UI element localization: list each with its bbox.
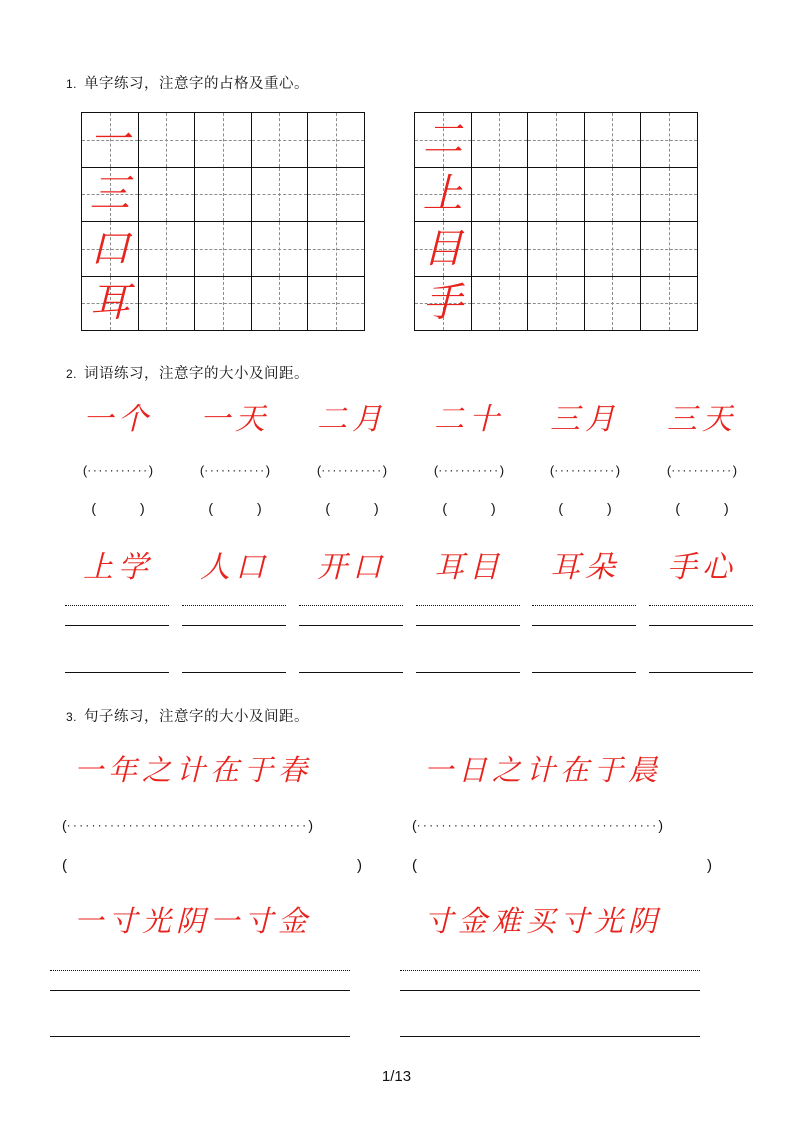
cell-vertical-guide	[166, 277, 167, 331]
trace-dots: ·······································	[66, 818, 309, 832]
cell-vertical-guide	[279, 277, 280, 331]
cell-horizontal-guide	[472, 140, 528, 141]
word-trace-blank[interactable]	[530, 462, 640, 480]
trace-dots: ···········	[321, 463, 383, 477]
word-text: 一天	[200, 403, 270, 436]
section-number-1: 1.	[66, 77, 78, 91]
word-write-blank[interactable]	[180, 500, 290, 518]
word-text: 三月	[550, 403, 620, 436]
word-trace-blank[interactable]	[414, 462, 524, 480]
word-text: 二月	[317, 403, 387, 436]
cell-vertical-guide	[336, 222, 337, 276]
paren-right: )	[382, 463, 388, 478]
grid-cell	[641, 113, 698, 168]
paren-left: (	[62, 857, 67, 874]
cell-horizontal-guide	[252, 249, 308, 250]
word-trace-blank[interactable]	[180, 462, 290, 480]
paren-left: (	[549, 463, 555, 478]
trace-dots: ···········	[438, 463, 500, 477]
cell-horizontal-guide	[195, 303, 251, 304]
empty-paren	[325, 500, 378, 516]
grid-cell	[308, 113, 365, 168]
model-character: 上	[422, 171, 463, 217]
sentence-write-line[interactable]	[50, 990, 350, 991]
cell-vertical-guide	[612, 168, 613, 222]
dotted-paren	[550, 463, 620, 478]
section-heading-1	[66, 72, 309, 93]
grid-cell	[252, 113, 309, 168]
word-item	[63, 405, 173, 435]
word-write-line[interactable]	[65, 625, 169, 626]
grid-cell	[252, 277, 309, 332]
cell-horizontal-guide	[528, 249, 584, 250]
word-item	[647, 553, 757, 583]
word-trace-blank[interactable]	[647, 462, 757, 480]
cell-horizontal-guide	[139, 194, 195, 195]
paren-right: )	[148, 463, 154, 478]
grid-cell	[415, 113, 472, 168]
empty-paren	[208, 500, 261, 516]
grid-cell	[415, 222, 472, 277]
cell-vertical-guide	[166, 222, 167, 276]
paren-left: (	[412, 817, 417, 833]
word-write-blank[interactable]	[297, 500, 407, 518]
word-item	[414, 405, 524, 435]
cell-horizontal-guide	[472, 249, 528, 250]
grid-cell	[472, 168, 529, 223]
model-character: 目	[422, 225, 463, 271]
word-item	[63, 553, 173, 583]
cell-vertical-guide	[223, 222, 224, 276]
model-character: 三	[89, 171, 130, 217]
cell-vertical-guide	[223, 277, 224, 331]
word-trace-dashline[interactable]	[649, 605, 753, 606]
word-item	[297, 405, 407, 435]
word-text: 二十	[434, 403, 504, 436]
cell-vertical-guide	[279, 222, 280, 276]
empty-paren	[442, 500, 495, 516]
paren-right: )	[707, 857, 712, 874]
sentence-write-line[interactable]	[400, 990, 700, 991]
cell-vertical-guide	[223, 168, 224, 222]
cell-horizontal-guide	[528, 303, 584, 304]
grid-cell	[528, 113, 585, 168]
grid-cell	[139, 113, 196, 168]
paren-left: (	[433, 463, 439, 478]
grid-cell	[308, 277, 365, 332]
grid-cell	[415, 168, 472, 223]
cell-horizontal-guide	[528, 140, 584, 141]
cell-vertical-guide	[556, 113, 557, 167]
cell-vertical-guide	[499, 277, 500, 331]
cell-vertical-guide	[336, 113, 337, 167]
cell-horizontal-guide	[641, 194, 697, 195]
cell-horizontal-guide	[585, 249, 641, 250]
paren-left: (	[199, 463, 205, 478]
sentence-write-line[interactable]	[50, 1036, 350, 1037]
trace-dots: ···········	[204, 463, 266, 477]
cell-vertical-guide	[499, 113, 500, 167]
word-write-line[interactable]	[532, 625, 636, 626]
paren-right: )	[724, 500, 729, 516]
sentence-trace-blank[interactable]	[62, 818, 313, 832]
word-text: 三天	[667, 403, 737, 436]
cell-horizontal-guide	[139, 140, 195, 141]
grid-cell	[415, 277, 472, 332]
paren-left: (	[675, 500, 680, 516]
cell-horizontal-guide	[252, 140, 308, 141]
model-character: 二	[422, 116, 463, 162]
grid-cell	[472, 222, 529, 277]
character-grid-left	[81, 112, 365, 331]
word-text: 一个	[83, 403, 153, 436]
grid-cell	[308, 168, 365, 223]
word-write-line[interactable]	[649, 672, 753, 673]
word-write-blank[interactable]	[530, 500, 640, 518]
cell-horizontal-guide	[308, 140, 364, 141]
word-write-blank[interactable]	[414, 500, 524, 518]
word-trace-dashline[interactable]	[65, 605, 169, 606]
section-title-2: 词语练习，注意字的大小及间距。	[84, 366, 310, 382]
cell-horizontal-guide	[585, 140, 641, 141]
grid-cell	[82, 277, 139, 332]
grid-cell	[82, 113, 139, 168]
cell-horizontal-guide	[252, 194, 308, 195]
page-number: 1/13	[381, 1068, 412, 1085]
model-character: 耳	[89, 280, 130, 326]
dotted-paren	[667, 463, 737, 478]
grid-cell	[585, 277, 642, 332]
word-item	[180, 553, 290, 583]
word-write-blank[interactable]	[63, 500, 173, 518]
word-write-line[interactable]	[299, 672, 403, 673]
paren-right: )	[374, 500, 379, 516]
word-write-line[interactable]	[182, 672, 286, 673]
paren-right: )	[357, 857, 362, 874]
cell-horizontal-guide	[472, 303, 528, 304]
model-character: 口	[89, 225, 130, 271]
paren-left: (	[82, 463, 88, 478]
word-write-line[interactable]	[532, 672, 636, 673]
cell-horizontal-guide	[528, 194, 584, 195]
word-trace-dashline[interactable]	[532, 605, 636, 606]
cell-vertical-guide	[279, 168, 280, 222]
sentence-text: 一日之计在于晨	[424, 755, 663, 787]
paren-left: (	[316, 463, 322, 478]
grid-cell	[139, 277, 196, 332]
grid-cell	[585, 222, 642, 277]
cell-vertical-guide	[669, 113, 670, 167]
empty-paren	[675, 500, 728, 516]
paren-right: )	[140, 500, 145, 516]
word-text: 耳目	[434, 551, 504, 584]
cell-vertical-guide	[166, 113, 167, 167]
word-text: 上学	[83, 551, 153, 584]
word-text: 人口	[200, 551, 270, 584]
cell-vertical-guide	[499, 222, 500, 276]
word-item	[530, 405, 640, 435]
cell-horizontal-guide	[641, 249, 697, 250]
cell-vertical-guide	[669, 277, 670, 331]
cell-horizontal-guide	[585, 303, 641, 304]
trace-dots: ···········	[671, 463, 733, 477]
section-heading-3	[66, 705, 309, 726]
grid-cell	[585, 168, 642, 223]
cell-vertical-guide	[499, 168, 500, 222]
word-write-line[interactable]	[416, 625, 520, 626]
grid-cell	[252, 222, 309, 277]
cell-horizontal-guide	[585, 194, 641, 195]
dotted-paren	[200, 463, 270, 478]
paren-left: (	[442, 500, 447, 516]
grid-cell	[82, 168, 139, 223]
word-item	[297, 553, 407, 583]
sentence-trace-dashline[interactable]	[50, 970, 350, 971]
paren-right: )	[499, 463, 505, 478]
grid-cell	[195, 113, 252, 168]
word-item	[180, 405, 290, 435]
grid-cell	[641, 222, 698, 277]
model-character: 一	[89, 116, 130, 162]
trace-dots: ·······································	[416, 818, 659, 832]
paren-left: (	[558, 500, 563, 516]
paren-left: (	[208, 500, 213, 516]
cell-vertical-guide	[336, 168, 337, 222]
cell-horizontal-guide	[195, 194, 251, 195]
paren-right: )	[257, 500, 262, 516]
cell-vertical-guide	[223, 113, 224, 167]
cell-horizontal-guide	[308, 194, 364, 195]
grid-cell	[528, 168, 585, 223]
sentence-text: 一寸光阴一寸金	[74, 906, 313, 938]
grid-cell	[195, 277, 252, 332]
grid-cell	[252, 168, 309, 223]
word-write-line[interactable]	[649, 625, 753, 626]
cell-vertical-guide	[556, 277, 557, 331]
sentence-trace-blank[interactable]	[412, 818, 663, 832]
dotted-paren	[83, 463, 153, 478]
sentence-text: 一年之计在于春	[74, 755, 313, 787]
character-grid-right	[414, 112, 698, 331]
cell-horizontal-guide	[308, 303, 364, 304]
cell-vertical-guide	[612, 113, 613, 167]
paren-left: (	[62, 817, 67, 833]
section-title-3: 句子练习，注意字的大小及间距。	[84, 709, 310, 725]
dotted-paren	[317, 463, 387, 478]
paren-left: (	[412, 857, 417, 874]
paren-left: (	[666, 463, 672, 478]
grid-cell	[528, 222, 585, 277]
section-number-2: 2.	[66, 367, 78, 381]
cell-vertical-guide	[612, 277, 613, 331]
cell-horizontal-guide	[195, 140, 251, 141]
grid-cell	[528, 277, 585, 332]
sentence-write-blank[interactable]	[412, 858, 712, 873]
grid-cell	[308, 222, 365, 277]
cell-vertical-guide	[556, 168, 557, 222]
grid-cell	[641, 168, 698, 223]
sentence-text: 寸金难买寸光阴	[424, 906, 663, 938]
paren-right: )	[658, 817, 663, 833]
cell-horizontal-guide	[252, 303, 308, 304]
cell-horizontal-guide	[139, 249, 195, 250]
cell-vertical-guide	[556, 222, 557, 276]
section-heading-2	[66, 362, 309, 383]
section-number-3: 3.	[66, 710, 78, 724]
word-trace-dashline[interactable]	[182, 605, 286, 606]
paren-right: )	[607, 500, 612, 516]
word-write-line[interactable]	[299, 625, 403, 626]
grid-cell	[139, 168, 196, 223]
cell-horizontal-guide	[641, 140, 697, 141]
section-title-1: 单字练习，注意字的占格及重心。	[84, 76, 310, 92]
cell-horizontal-guide	[641, 303, 697, 304]
grid-cell	[585, 113, 642, 168]
word-text: 耳朵	[550, 551, 620, 584]
paren-right: )	[615, 463, 621, 478]
sentence-write-line[interactable]	[400, 1036, 700, 1037]
cell-vertical-guide	[279, 113, 280, 167]
grid-cell	[472, 113, 529, 168]
cell-vertical-guide	[166, 168, 167, 222]
trace-dots: ···········	[87, 463, 149, 477]
paren-right: )	[732, 463, 738, 478]
paren-left: (	[91, 500, 96, 516]
grid-cell	[195, 168, 252, 223]
word-item	[647, 405, 757, 435]
word-write-blank[interactable]	[647, 500, 757, 518]
word-item	[530, 553, 640, 583]
cell-vertical-guide	[669, 168, 670, 222]
cell-horizontal-guide	[472, 194, 528, 195]
cell-horizontal-guide	[139, 303, 195, 304]
cell-horizontal-guide	[308, 249, 364, 250]
grid-cell	[195, 222, 252, 277]
word-trace-blank[interactable]	[297, 462, 407, 480]
trace-dots: ···········	[554, 463, 616, 477]
word-write-line[interactable]	[65, 672, 169, 673]
cell-vertical-guide	[336, 277, 337, 331]
empty-paren	[91, 500, 144, 516]
word-write-line[interactable]	[416, 672, 520, 673]
word-trace-blank[interactable]	[63, 462, 173, 480]
empty-paren	[558, 500, 611, 516]
paren-right: )	[308, 817, 313, 833]
word-text: 手心	[667, 551, 737, 584]
word-write-line[interactable]	[182, 625, 286, 626]
word-item	[414, 553, 524, 583]
cell-vertical-guide	[669, 222, 670, 276]
sentence-trace-dashline[interactable]	[400, 970, 700, 971]
grid-cell	[139, 222, 196, 277]
cell-vertical-guide	[612, 222, 613, 276]
cell-horizontal-guide	[195, 249, 251, 250]
word-trace-dashline[interactable]	[416, 605, 520, 606]
word-trace-dashline[interactable]	[299, 605, 403, 606]
grid-cell	[82, 222, 139, 277]
model-character: 手	[422, 280, 463, 326]
grid-cell	[472, 277, 529, 332]
dotted-paren	[434, 463, 504, 478]
paren-left: (	[325, 500, 330, 516]
sentence-write-blank[interactable]	[62, 858, 362, 873]
word-text: 开口	[317, 551, 387, 584]
paren-right: )	[491, 500, 496, 516]
paren-right: )	[265, 463, 271, 478]
grid-cell	[641, 277, 698, 332]
